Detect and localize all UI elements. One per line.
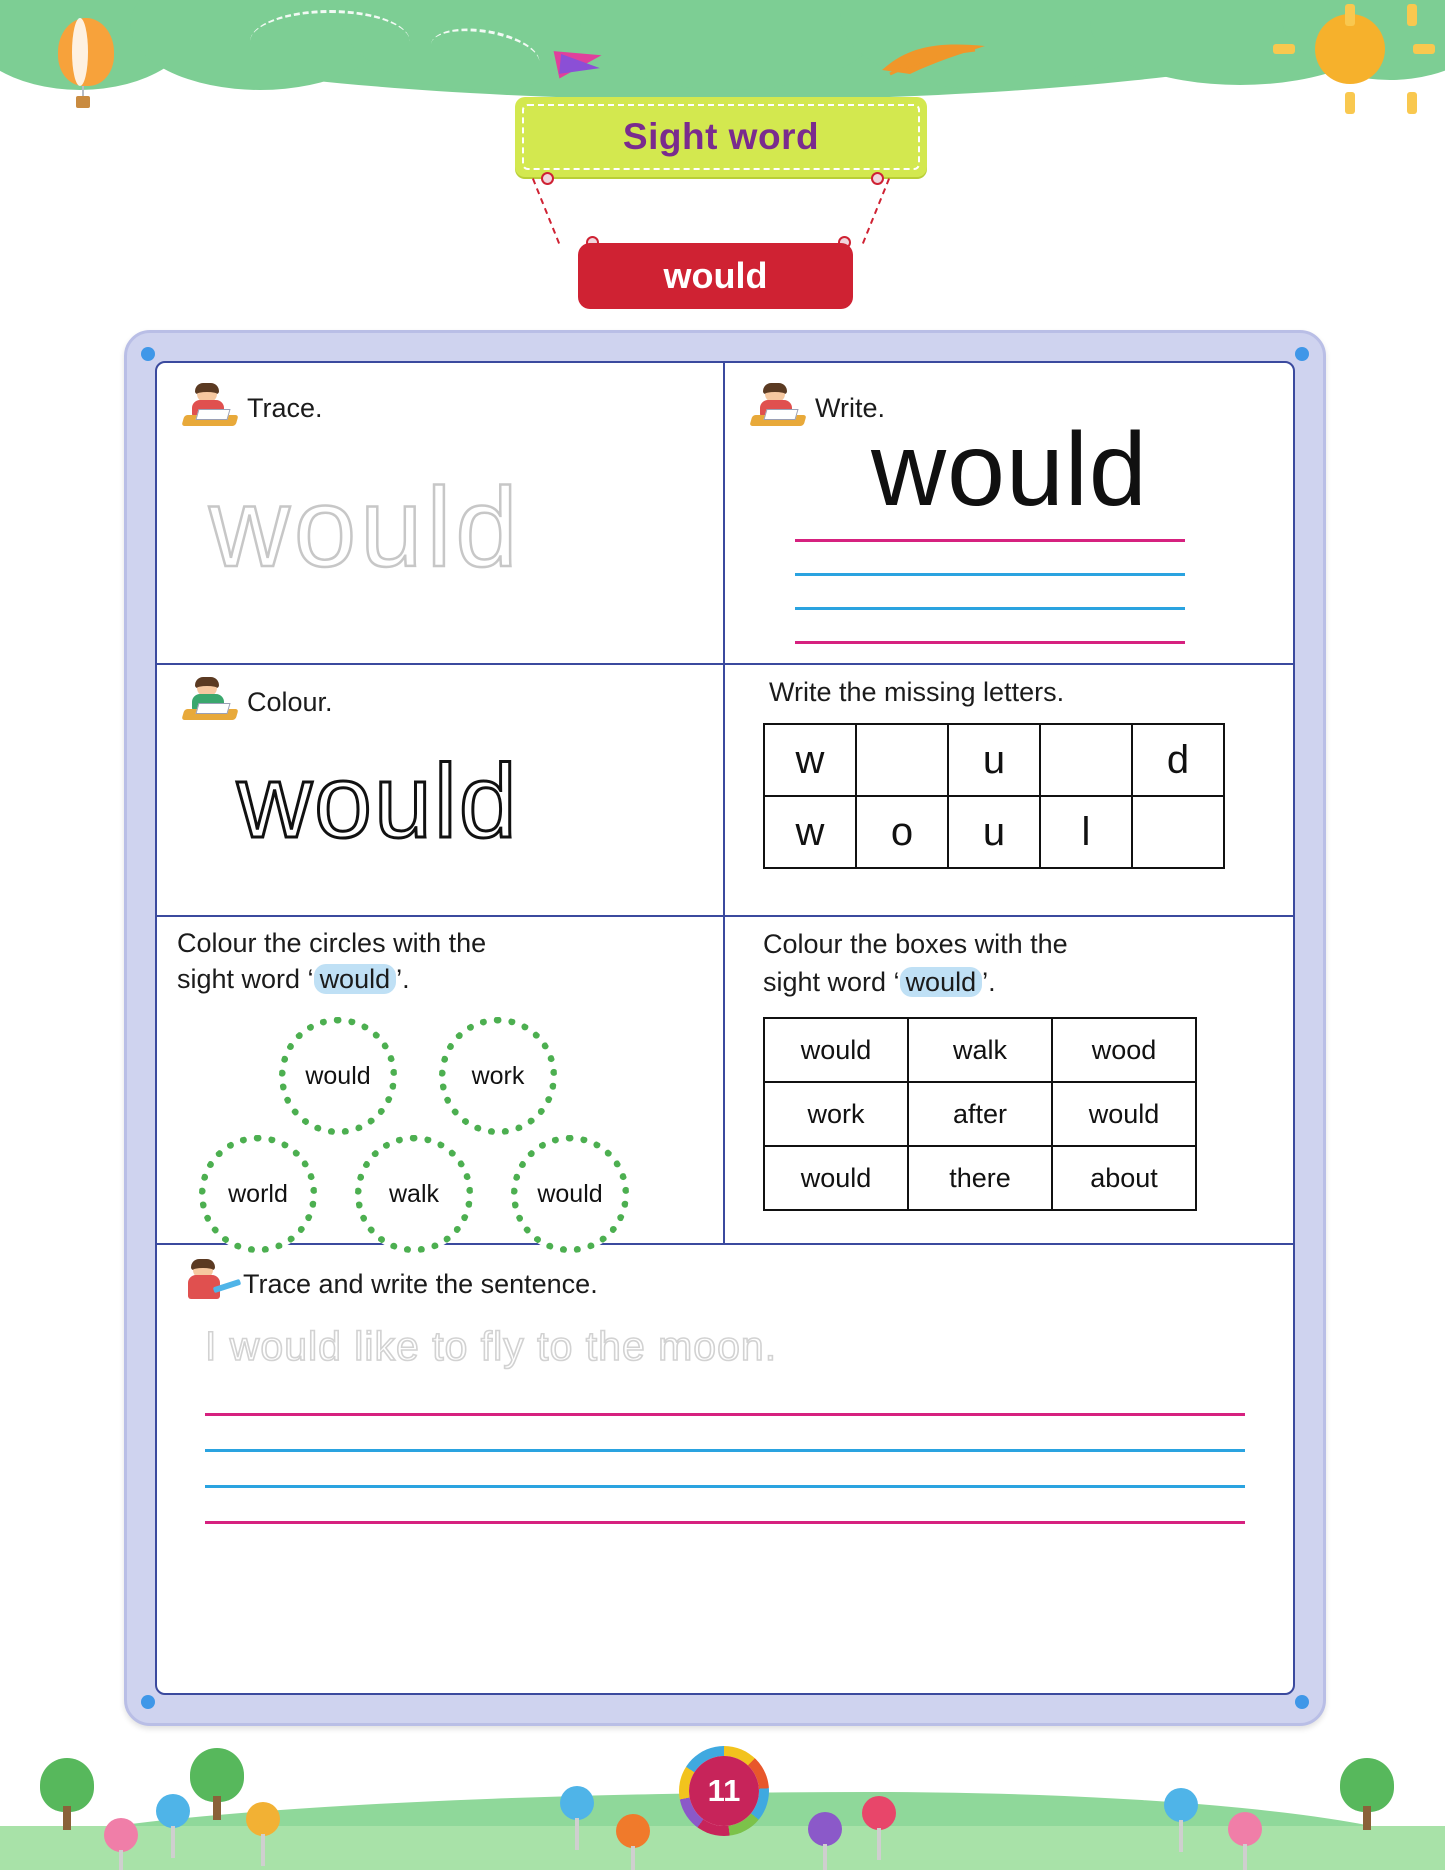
missing-letters-section (725, 665, 1293, 915)
sentence-prompt-label: Trace and write the sentence. (243, 1268, 598, 1299)
boy-reading-icon (183, 679, 237, 725)
sun-ray (1407, 4, 1417, 26)
table-row (764, 1146, 1196, 1210)
boy-writing-icon (183, 385, 237, 431)
tree-icon (40, 1758, 94, 1828)
frame-screw (1295, 1695, 1309, 1709)
banner-string-right (862, 178, 890, 244)
circle-option[interactable]: world (199, 1135, 317, 1253)
sun-ray (1345, 92, 1355, 114)
balloon-stripe (72, 18, 88, 86)
write-prompt (751, 385, 885, 431)
write-section (725, 363, 1293, 663)
target-word-banner (578, 243, 853, 309)
sun-ray (1413, 44, 1435, 54)
table-row (764, 1082, 1196, 1146)
bird-icon (880, 40, 990, 80)
table-row (764, 724, 1224, 796)
trace-prompt-label: Trace. (247, 392, 323, 423)
rule-line-blue (205, 1485, 1245, 1488)
rule-line-pink-top (795, 539, 1185, 542)
circle-option[interactable]: walk (355, 1135, 473, 1253)
colour-outline-word[interactable]: would (237, 744, 519, 860)
lollipop-icon (862, 1796, 896, 1830)
letter-cell[interactable]: u (948, 796, 1040, 868)
rule-line-blue (795, 573, 1185, 576)
sentence-section (157, 1245, 1293, 1693)
frame-screw (141, 1695, 155, 1709)
sentence-prompt (179, 1261, 598, 1307)
letter-cell-blank[interactable] (1132, 796, 1224, 868)
circle-option[interactable]: would (511, 1135, 629, 1253)
trace-word[interactable]: would (209, 465, 522, 590)
lollipop-icon (1228, 1812, 1262, 1846)
colour-boxes-prompt-line2-suffix: ’. (982, 967, 996, 997)
letter-cell[interactable]: o (856, 796, 948, 868)
rule-line-pink-top (205, 1413, 1245, 1416)
sight-word-banner (515, 97, 927, 177)
circle-option[interactable]: work (439, 1017, 557, 1135)
word-cell[interactable]: after (908, 1082, 1052, 1146)
worksheet-frame (124, 330, 1326, 1726)
rule-line-pink-bottom (205, 1521, 1245, 1524)
table-row (764, 1018, 1196, 1082)
write-ruled-lines[interactable] (795, 539, 1185, 649)
colour-boxes-grid[interactable] (763, 1017, 1197, 1211)
word-cell[interactable]: work (764, 1082, 908, 1146)
sentence-trace-text[interactable]: I would like to fly to the moon. (205, 1323, 778, 1369)
colour-boxes-section (725, 917, 1293, 1243)
lollipop-icon (808, 1812, 842, 1846)
banner-string-left (532, 178, 560, 244)
colour-circles-prompt-line2-suffix: ’. (396, 964, 410, 994)
letter-cell[interactable]: w (764, 724, 856, 796)
paper-plane-icon (559, 54, 601, 78)
page-number: 11 (689, 1756, 759, 1826)
rule-line-pink-bottom (795, 641, 1185, 644)
sun-ray (1273, 44, 1295, 54)
lollipop-icon (560, 1786, 594, 1820)
bottom-decoration-band (0, 1710, 1445, 1870)
letter-cell-blank[interactable] (856, 724, 948, 796)
write-word-sample: would (871, 412, 1148, 528)
boy-writing-icon (751, 385, 805, 431)
write-prompt-label: Write. (815, 392, 886, 423)
banner-title: Sight word (622, 116, 820, 157)
girl-with-pencil-icon (179, 1261, 233, 1307)
word-cell[interactable]: about (1052, 1146, 1196, 1210)
sun-ray (1345, 4, 1355, 26)
lollipop-icon (1164, 1788, 1198, 1822)
tree-icon (1340, 1758, 1394, 1828)
lollipop-icon (246, 1802, 280, 1836)
table-row (764, 796, 1224, 868)
target-word: would (663, 255, 768, 296)
colour-circles-prompt-line2-prefix: sight word ‘ (177, 964, 314, 994)
trace-prompt (183, 385, 323, 431)
colour-boxes-prompt-line1: Colour the boxes with the (763, 929, 1068, 959)
colour-boxes-prompt-line2-prefix: sight word ‘ (763, 967, 900, 997)
letter-cell[interactable]: l (1040, 796, 1132, 868)
lollipop-icon (104, 1818, 138, 1852)
letter-cell-blank[interactable] (1040, 724, 1132, 796)
letter-cell[interactable]: w (764, 796, 856, 868)
colour-boxes-prompt (763, 925, 1283, 1001)
tree-icon (190, 1748, 244, 1818)
colour-circles-section (157, 917, 723, 1243)
frame-screw (1295, 347, 1309, 361)
colour-section (157, 665, 723, 915)
dashed-arc-icon (250, 10, 410, 73)
colour-circles-prompt-line1: Colour the circles with the (177, 928, 487, 958)
colour-circles-prompt-highlight: would (314, 964, 397, 994)
lollipop-icon (616, 1814, 650, 1848)
letter-cell[interactable]: d (1132, 724, 1224, 796)
rule-line-blue (205, 1449, 1245, 1452)
trace-section (157, 363, 723, 663)
word-cell[interactable]: there (908, 1146, 1052, 1210)
lollipop-icon (156, 1794, 190, 1828)
worksheet-page (155, 361, 1295, 1695)
colour-prompt (183, 679, 333, 725)
colour-prompt-label: Colour. (247, 686, 333, 717)
word-cell[interactable]: would (764, 1146, 908, 1210)
colour-boxes-prompt-highlight: would (900, 967, 983, 997)
sun-ray (1407, 92, 1417, 114)
letter-cell[interactable]: u (948, 724, 1040, 796)
missing-letters-grid[interactable] (763, 723, 1225, 869)
colour-circles-prompt (177, 925, 707, 997)
word-cell[interactable]: wood (1052, 1018, 1196, 1082)
sentence-ruled-lines[interactable] (205, 1413, 1245, 1523)
frame-screw (141, 347, 155, 361)
rule-line-blue (795, 607, 1185, 610)
circle-option[interactable]: would (279, 1017, 397, 1135)
word-cell[interactable]: would (1052, 1082, 1196, 1146)
balloon-basket (76, 96, 90, 108)
word-cell[interactable]: would (764, 1018, 908, 1082)
word-cell[interactable]: walk (908, 1018, 1052, 1082)
missing-letters-prompt: Write the missing letters. (769, 677, 1065, 707)
